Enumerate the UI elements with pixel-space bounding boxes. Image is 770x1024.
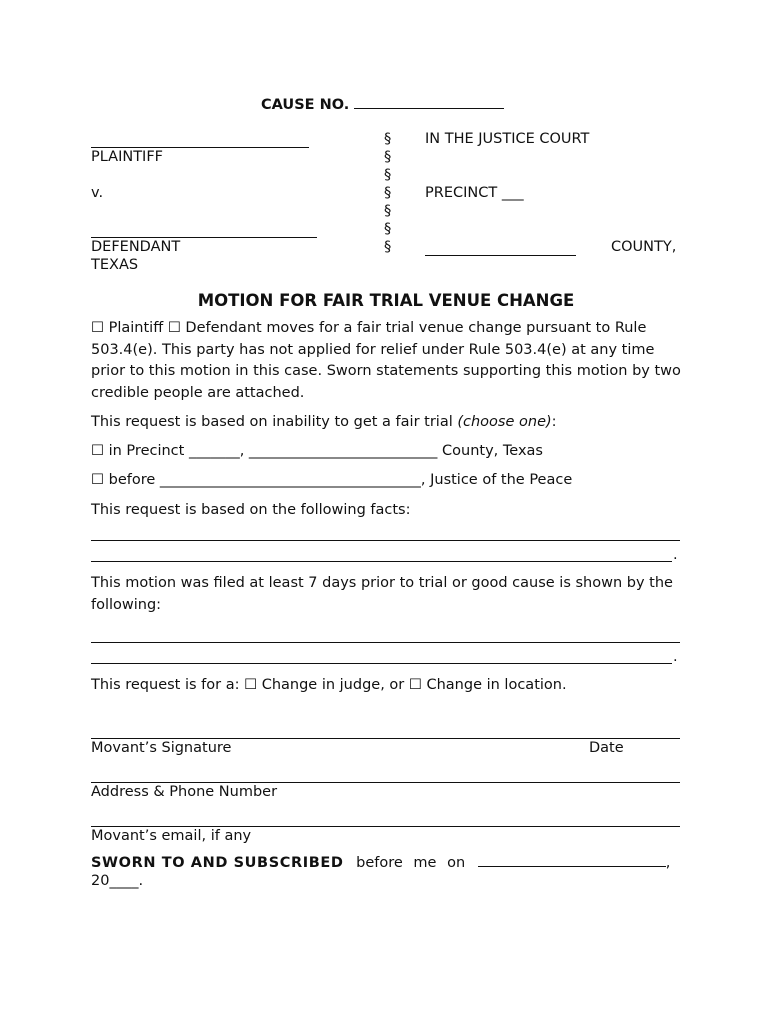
facts-line-1[interactable] [91, 540, 680, 541]
sworn-bold-text: SWORN TO AND SUBSCRIBED [91, 855, 344, 871]
basis-line [91, 413, 557, 431]
section-symbol: § [384, 167, 392, 183]
sworn-date-blank[interactable] [478, 852, 666, 867]
texas-label: TEXAS [91, 257, 139, 273]
sworn-text: before me on [356, 855, 466, 871]
good-cause-line-1[interactable] [91, 642, 680, 643]
court-label: IN THE JUSTICE COURT [425, 131, 590, 147]
good-cause-line-2[interactable] [91, 663, 672, 664]
facts-label: This request is based on the following facts: [91, 502, 411, 518]
intro-text: moves for a fair trial venue change pursuant to Rule 503.4(e). This party has not applied for relief under Rule 503.4(e) at any time prior to this motion in this case. Sworn statements supporting this motion by two credible people are attached. [91, 320, 681, 401]
section-symbol: § [384, 149, 392, 165]
defendant-checkbox[interactable]: ☐ [167, 320, 181, 336]
facts-line-2[interactable] [91, 561, 672, 562]
change-location-label: Change in location. [426, 677, 567, 693]
defendant-option-label: Defendant [185, 320, 262, 336]
change-location-checkbox[interactable]: ☐ [408, 677, 422, 693]
precinct-checkbox[interactable]: ☐ [91, 443, 104, 459]
plaintiff-option-label: Plaintiff [108, 320, 164, 336]
filed-paragraph: This motion was filed at least 7 days prior to trial or good cause is shown by the following: [91, 575, 673, 613]
date-label: Date [589, 740, 624, 756]
precinct-label: PRECINCT ___ [425, 185, 524, 201]
facts-period: . [673, 547, 678, 563]
change-judge-label: Change in judge, or [261, 677, 405, 693]
section-symbol: § [384, 221, 392, 237]
county-label: COUNTY, [611, 239, 677, 255]
option-precinct [91, 442, 543, 460]
document-title: MOTION FOR FAIR TRIAL VENUE CHANGE [197, 291, 575, 310]
cause-number-blank[interactable] [354, 94, 504, 109]
plaintiff-checkbox[interactable]: ☐ [91, 320, 104, 336]
intro-paragraph [91, 318, 681, 404]
versus-label: v. [91, 185, 104, 201]
section-symbol: § [384, 131, 392, 147]
change-judge-checkbox[interactable]: ☐ [244, 677, 258, 693]
good-cause-period: . [673, 649, 678, 665]
county-name-line[interactable] [425, 255, 576, 256]
cause-number-label: CAUSE NO. [261, 97, 350, 113]
sworn-line [91, 852, 680, 872]
sworn-year: 20____. [91, 873, 144, 889]
movant-signature-label: Movant’s Signature [91, 740, 232, 756]
sworn-comma: , [665, 855, 671, 871]
basis-hint: (choose one) [457, 414, 552, 430]
before-checkbox[interactable]: ☐ [91, 472, 104, 488]
option-before [91, 471, 572, 489]
section-symbol: § [384, 185, 392, 201]
before-option-label: before ____________________________________, Justice of the Peace [108, 472, 573, 488]
address-phone-label: Address & Phone Number [91, 784, 278, 800]
request-for-text: This request is for a: [91, 677, 240, 693]
basis-colon: : [551, 414, 557, 430]
cause-number-line [261, 94, 504, 114]
plaintiff-label: PLAINTIFF [91, 149, 164, 165]
defendant-label: DEFENDANT [91, 239, 181, 255]
precinct-option-label: in Precinct _______, __________________________ County, Texas [108, 443, 543, 459]
basis-text: This request is based on inability to get a fair trial [91, 414, 453, 430]
section-symbol: § [384, 239, 392, 255]
section-symbol: § [384, 203, 392, 219]
movant-email-label: Movant’s email, if any [91, 828, 252, 844]
request-for-line [91, 676, 567, 694]
